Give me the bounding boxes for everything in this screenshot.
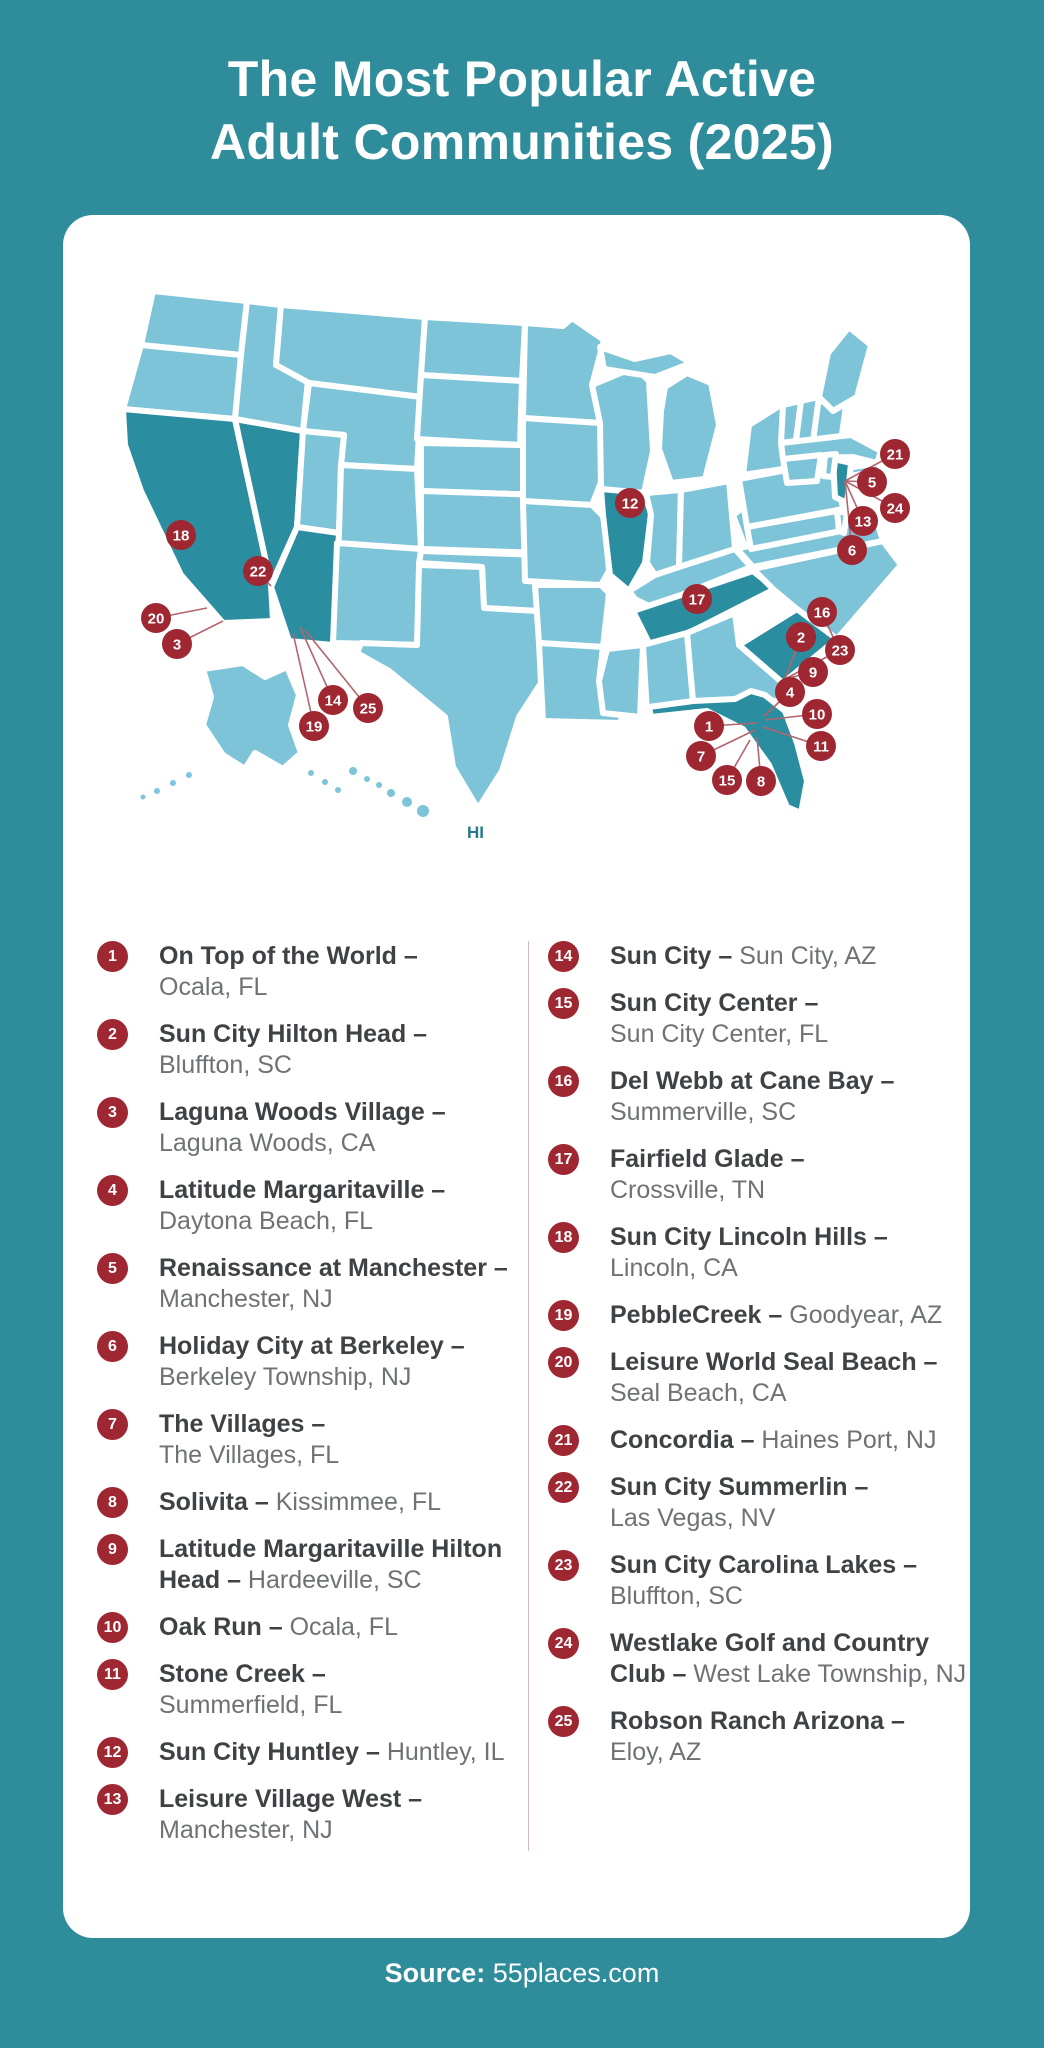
rank-badge: 11 [97,1659,128,1690]
map-marker-number: 14 [324,692,342,710]
state-CO [337,465,421,549]
list-item-13 [97,1784,533,1846]
list-item-11 [97,1659,533,1721]
map-marker-number: 24 [886,500,904,518]
states-layer [123,291,901,842]
community-text [159,1019,427,1081]
hawaii-label: HI [467,823,484,842]
list-item-19 [548,1300,968,1331]
state-NH [796,397,819,441]
rank-badge: 8 [97,1487,128,1518]
community-name: Sun City Huntley – [159,1738,380,1766]
map-marker-number: 10 [808,706,826,724]
community-name: Sun City Hilton Head – [159,1020,428,1048]
community-text [610,988,828,1050]
rank-badge: 18 [548,1222,579,1253]
state-MO [523,501,609,585]
state-CT [783,455,821,483]
map-marker-number: 13 [854,513,872,531]
map-marker-number: 16 [813,604,831,622]
list-item-22 [548,1472,968,1534]
map-marker-number: 7 [696,748,706,766]
community-text [159,1534,533,1596]
list-item-14 [548,941,968,972]
community-name: Stone Creek – [159,1660,326,1688]
community-location: Berkeley Township, NJ [159,1363,412,1391]
rank-badge: 4 [97,1175,128,1206]
list-item-2 [97,1019,533,1081]
community-name: Sun City – [610,942,733,970]
community-name: Latitude Margaritaville – [159,1176,446,1204]
rank-badge: 10 [97,1612,128,1643]
community-location: Sun City, AZ [732,942,877,970]
community-location: Summerfield, FL [159,1691,343,1719]
community-location: Ocala, FL [282,1613,398,1641]
rank-badge: 24 [548,1628,579,1659]
community-location: Bluffton, SC [610,1582,743,1610]
community-text [159,1409,339,1471]
rank-badge: 2 [97,1019,128,1050]
rank-badge: 14 [548,941,579,972]
map-marker-number: 15 [718,772,736,790]
list-item-12 [97,1737,533,1768]
community-text [159,1612,398,1643]
us-map [95,255,950,847]
map-marker-number: 20 [147,610,165,628]
map-marker-number: 8 [756,773,766,791]
community-location: Daytona Beach, FL [159,1207,374,1235]
community-name: Latitude Margaritaville Hilton Head – [159,1535,503,1594]
community-location: Las Vegas, NV [610,1504,776,1532]
state-SD [417,375,522,445]
community-name: Sun City Carolina Lakes – [610,1551,918,1579]
state-WI [592,367,653,493]
map-marker-number: 11 [813,738,829,756]
rank-badge: 23 [548,1550,579,1581]
community-text [610,1066,894,1128]
alaska-islands [141,770,342,800]
community-name: Sun City Lincoln Hills – [610,1223,888,1251]
rank-badge: 17 [548,1144,579,1175]
list-item-1 [97,941,533,1003]
rank-badge: 7 [97,1409,128,1440]
community-text [159,1253,508,1315]
community-name: On Top of the World – [159,942,418,970]
community-text [610,1347,937,1409]
rank-badge: 1 [97,941,128,972]
list-item-16 [548,1066,968,1128]
map-marker-number: 23 [831,642,849,660]
community-name: Renaissance at Manchester – [159,1254,508,1282]
community-text [159,1737,504,1768]
map-marker-number: 21 [886,446,904,464]
community-list-right [548,941,968,1784]
community-text [159,1784,422,1846]
list-item-25 [548,1706,968,1768]
community-location: Sun City Center, FL [610,1020,829,1048]
community-name: Sun City Center – [610,989,819,1017]
community-name: Solivita – [159,1488,269,1516]
community-location: Lincoln, CA [610,1254,738,1282]
rank-badge: 25 [548,1706,579,1737]
community-location: Manchester, NJ [159,1816,333,1844]
community-name: Sun City Summerlin – [610,1473,869,1501]
community-name: Leisure Village West – [159,1785,423,1813]
community-name: Del Webb at Cane Bay – [610,1067,895,1095]
state-DE [837,511,847,533]
list-item-8 [97,1487,533,1518]
list-item-6 [97,1331,533,1393]
list-item-7 [97,1409,533,1471]
community-name: Laguna Woods Village – [159,1098,446,1126]
community-name: Fairfield Glade – [610,1145,805,1173]
community-text [159,1659,342,1721]
community-text [159,941,418,1003]
list-item-21 [548,1425,968,1456]
rank-badge: 16 [548,1066,579,1097]
community-text [610,1300,942,1331]
state-MI [659,373,719,483]
community-location: Crossville, TN [610,1176,766,1204]
map-marker-number: 22 [249,563,267,581]
rank-badge: 19 [548,1300,579,1331]
list-item-18 [548,1222,968,1284]
community-text [159,1097,446,1159]
community-name: Oak Run – [159,1613,283,1641]
community-name: Leisure World Seal Beach – [610,1348,938,1376]
state-NM [333,543,421,645]
community-location: Summerville, SC [610,1098,797,1126]
rank-badge: 21 [548,1425,579,1456]
list-item-4 [97,1175,533,1237]
source-line [0,1958,1044,1989]
list-item-20 [548,1347,968,1409]
community-location: Haines Port, NJ [754,1426,937,1454]
map-marker-number: 6 [847,542,857,560]
list-item-10 [97,1612,533,1643]
map-marker-number: 5 [867,474,877,492]
community-location: Hardeeville, SC [240,1566,422,1594]
state-AK [203,663,301,769]
community-name: Robson Ranch Arizona – [610,1707,905,1735]
state-MI-upper [600,347,691,377]
rank-badge: 3 [97,1097,128,1128]
rank-badge: 15 [548,988,579,1019]
community-text [610,1628,968,1690]
community-text [610,1144,805,1206]
community-location: Manchester, NJ [159,1285,333,1313]
rank-badge: 12 [97,1737,128,1768]
community-text [610,1706,905,1768]
community-text [159,1331,465,1393]
map-marker-number: 19 [305,718,323,736]
community-text [610,1425,937,1456]
list-item-17 [548,1144,968,1206]
map-marker-number: 3 [172,636,182,654]
rank-badge: 13 [97,1784,128,1815]
state-AR [535,585,609,647]
state-ND [421,317,525,381]
community-location: Eloy, AZ [610,1738,702,1766]
list-item-9 [97,1534,533,1596]
state-IN [646,490,681,575]
state-MS [599,645,643,717]
title-line-2: Adult Communities (2025) [210,114,834,170]
rank-badge: 20 [548,1347,579,1378]
community-name: Holiday City at Berkeley – [159,1332,465,1360]
community-location: West Lake Township, NJ [686,1660,967,1688]
community-location: The Villages, FL [159,1441,340,1469]
title-line-1: The Most Popular Active [227,51,817,107]
community-text [159,1487,441,1518]
community-name: Westlake Golf and Country Club – [610,1629,930,1688]
rank-badge: 9 [97,1534,128,1565]
community-location: Goodyear, AZ [782,1301,943,1329]
community-text [610,1222,888,1284]
map-marker-number: 18 [172,527,190,545]
rank-badge: 5 [97,1253,128,1284]
map-marker-number: 1 [704,718,714,736]
community-location: Seal Beach, CA [610,1379,787,1407]
map-marker-number: 25 [359,700,377,718]
community-location: Huntley, IL [379,1738,505,1766]
map-marker-number: 12 [621,495,639,513]
map-marker-number: 9 [808,664,818,682]
list-item-3 [97,1097,533,1159]
source-label: Source: [384,1958,486,1988]
community-name: The Villages – [159,1410,326,1438]
state-ME [819,327,871,411]
community-text [159,1175,445,1237]
rank-badge: 6 [97,1331,128,1362]
community-name: PebbleCreek – [610,1301,783,1329]
community-name: Concordia – [610,1426,755,1454]
map-marker-number: 17 [688,591,706,609]
list-item-15 [548,988,968,1050]
list-item-5 [97,1253,533,1315]
community-text [610,1550,917,1612]
community-location: Kissimmee, FL [268,1488,442,1516]
community-text [610,1472,868,1534]
map-marker-number: 4 [785,684,795,702]
community-location: Ocala, FL [159,973,268,1001]
list-item-23 [548,1550,968,1612]
list-item-24 [548,1628,968,1690]
state-IA [523,418,607,505]
community-list-left [97,941,533,1862]
community-location: Laguna Woods, CA [159,1129,376,1157]
source-value: 55places.com [492,1958,660,1988]
hawaii-islands [349,767,429,817]
content-card [63,215,970,1938]
state-RI [823,454,836,477]
state-MN [523,318,604,423]
map-marker-number: 2 [796,629,806,647]
page-title [0,48,1044,174]
community-text [610,941,876,972]
community-location: Bluffton, SC [159,1051,292,1079]
rank-badge: 22 [548,1472,579,1503]
